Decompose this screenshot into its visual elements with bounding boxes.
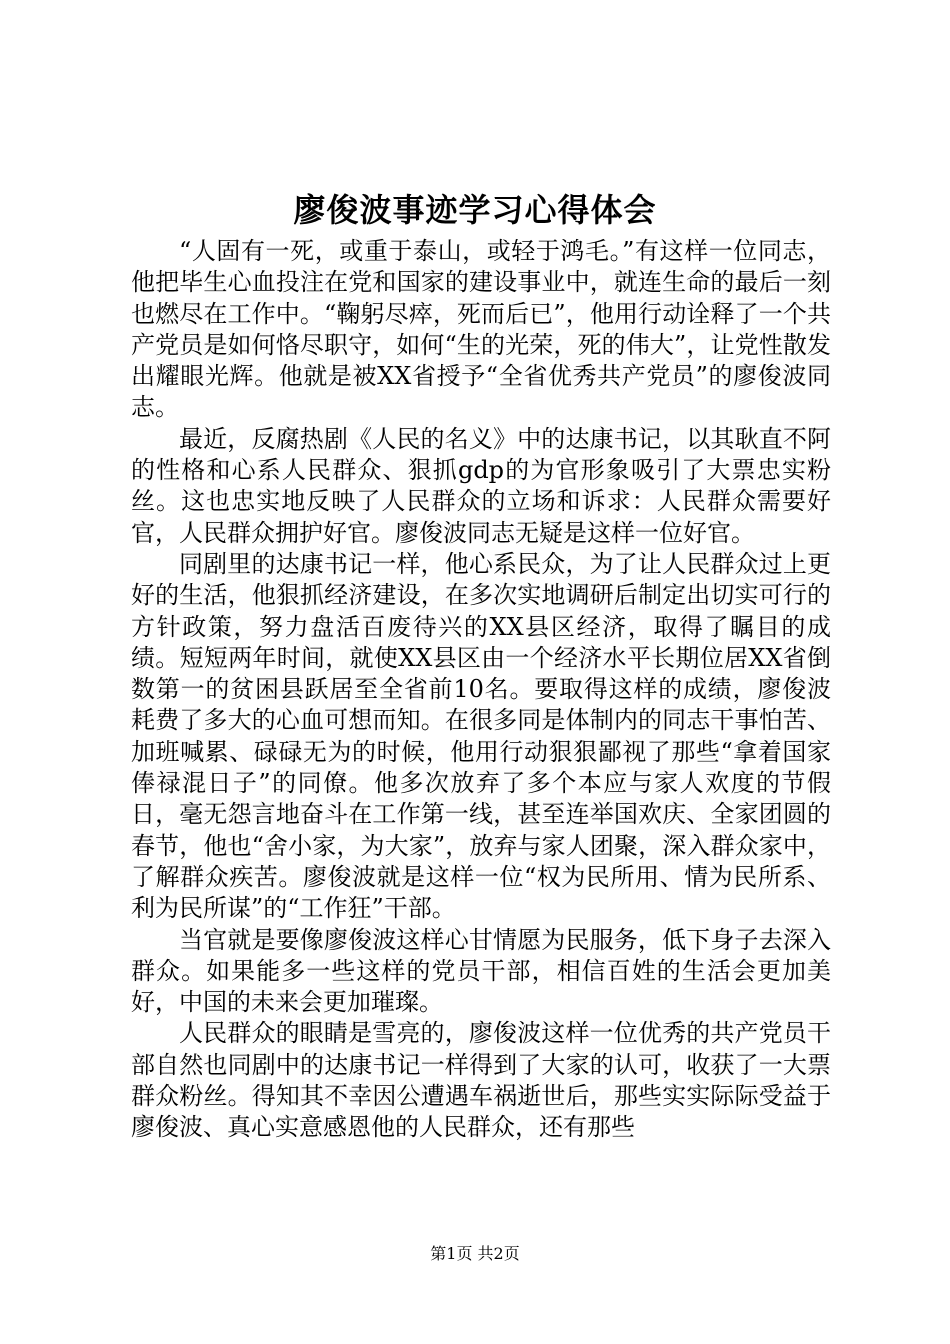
paragraph: 最近，反腐热剧《人民的名义》中的达康书记，以其耿直不阿的性格和心系人民群众、狠抓gdp的为官形象吸引了大票忠实粉丝。这也忠实地反映了人民群众的立场和诉求：人民群众需要好官，人民群众拥护好官。廖俊波同志无疑是这样一位好官。	[131, 424, 831, 547]
paragraph: 当官就是要像廖俊波这样心甘情愿为民服务，低下身子去深入群众。如果能多一些这样的党员干部，相信百姓的生活会更加美好，中国的未来会更加璀璨。	[131, 925, 831, 1017]
paragraph: 同剧里的达康书记一样，他心系民众，为了让人民群众过上更好的生活，他狠抓经济建设，在多次实地调研后制定出切实可行的方针政策，努力盘活百废待兴的XX县区经济，取得了瞩目的成绩。短短两年时间，就使XX县区由一个经济水平长期位居XX省倒数第一的贫困县跃居至全省前10名。要取得这样的成绩，廖俊波耗费了多大的心血可想而知。在很多同是体制内的同志干事怕苦、加班喊累、碌碌无为的时候，他用行动狠狠鄙视了那些“拿着国家俸禄混日子”的同僚。他多次放弃了多个本应与家人欢度的节假日，毫无怨言地奋斗在工作第一线，甚至连举国欢庆、全家团圆的春节，他也“舍小家，为大家”，放弃与家人团聚，深入群众家中，了解群众疾苦。廖俊波就是这样一位“权为民所用、情为民所系、利为民所谋”的“工作狂”干部。	[131, 549, 831, 923]
document-body	[131, 236, 831, 1144]
paragraph: “人固有一死，或重于泰山，或轻于鸿毛。”有这样一位同志，他把毕生心血投注在党和国家的建设事业中，就连生命的最后一刻也燃尽在工作中。“鞠躬尽瘁，死而后已”，他用行动诠释了一个共产党员是如何恪尽职守，如何“生的光荣，死的伟大”，让党性散发出耀眼光辉。他就是被XX省授予“全省优秀共产党员”的廖俊波同志。	[131, 237, 831, 422]
page-title: 廖俊波事迹学习心得体会	[293, 191, 657, 229]
paragraph: 人民群众的眼睛是雪亮的，廖俊波这样一位优秀的共产党员干部自然也同剧中的达康书记一样得到了大家的认可，收获了一大票群众粉丝。得知其不幸因公遭遇车祸逝世后，那些实实际际受益于廖俊波、真心实意感恩他的人民群众，还有那些	[131, 1019, 831, 1142]
page-footer: 第1页 共2页	[430, 1244, 520, 1263]
